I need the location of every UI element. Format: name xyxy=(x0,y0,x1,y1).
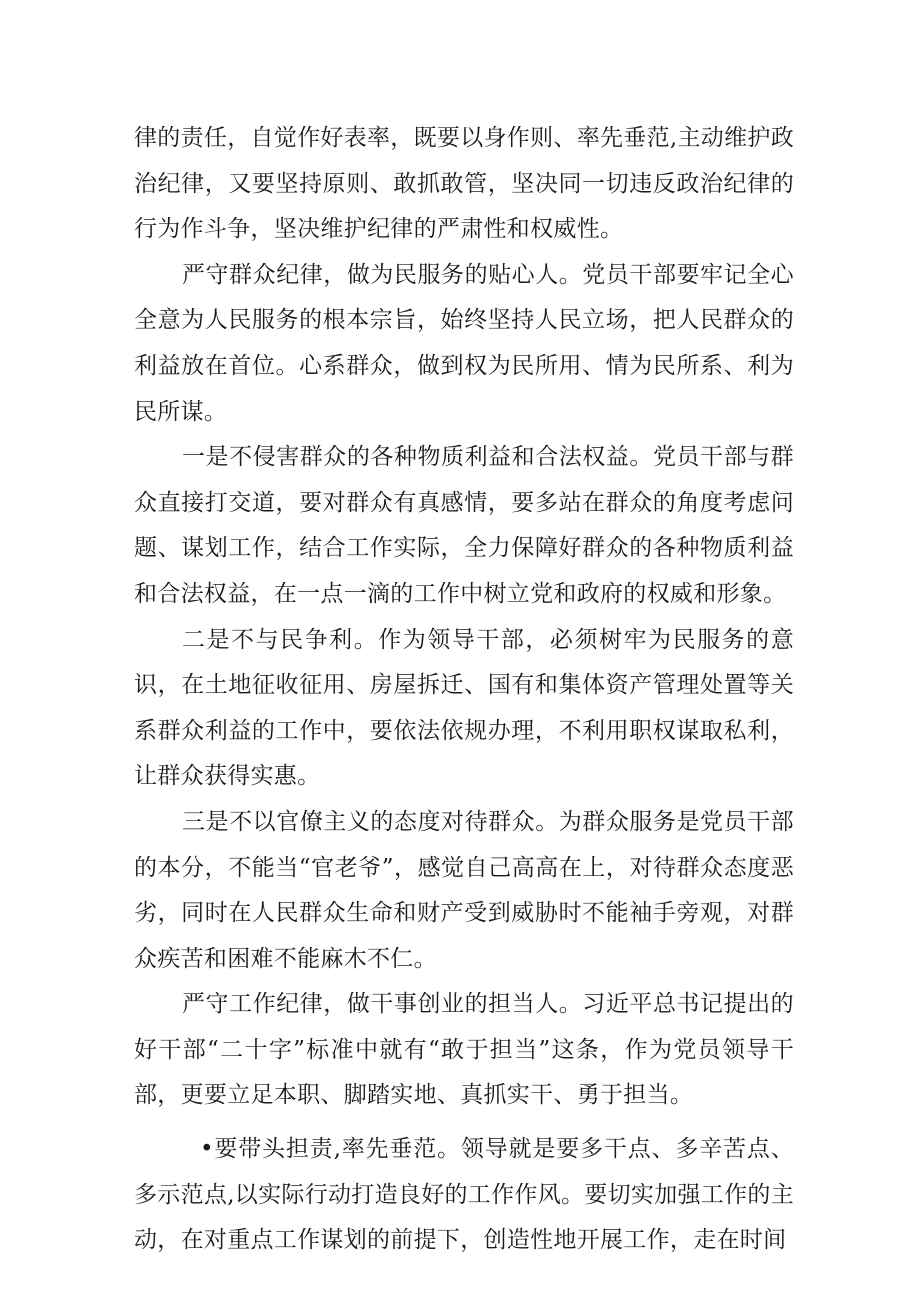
bullet-icon: • xyxy=(200,1136,214,1163)
paragraph-mass-discipline: 严守群众纪律，做为民服务的贴心人。党员干部要牢记全心全意为人民服务的根本宗旨，始终坚持人民立场，把人民群众的利益放在首位。心系群众，做到权为民所用、情为民所系、利为民所谋。 xyxy=(134,261,794,425)
paragraph-work-discipline: 严守工作纪律，做干事创业的担当人。习近平总书记提出的好干部“二十字”标准中就有“敢于担当”这条，作为党员领导干部，更要立足本职、脚踏实地、真抓实干、勇于担当。 xyxy=(134,991,794,1109)
document-body xyxy=(134,116,794,1264)
paragraph-point-three: 三是不以官僚主义的态度对待群众。为群众服务是党员干部的本分，不能当“官老爷”，感觉自己高高在上，对待群众态度恶劣，同时在人民群众生命和财产受到威胁时不能袖手旁观，对群众疾苦和困难不能麻木不仁。 xyxy=(134,808,794,972)
bullet-paragraph-text: 要带头担责,率先垂范。领导就是要多干点、多辛苦点、多示范点,以实际行动打造良好的工作作风。要切实加强工作的主动，在对重点工作谋划的前提下，创造性地开展工作，走在时间 xyxy=(134,1136,795,1254)
bullet-paragraph xyxy=(134,1127,794,1264)
paragraph-point-two: 二是不与民争利。作为领导干部，必须树牢为民服务的意识，在土地征收征用、房屋拆迁、国有和集体资产管理处置等关系群众利益的工作中，要依法依规办理，不利用职权谋取私利，让群众获得实惠。 xyxy=(134,626,794,790)
paragraph-point-one: 一是不侵害群众的各种物质利益和合法权益。党员干部与群众直接打交道，要对群众有真感情，要多站在群众的角度考虑问题、谋划工作，结合工作实际，全力保障好群众的各种物质利益和合法权益，在一点一滴的工作中树立党和政府的权威和形象。 xyxy=(134,444,794,607)
paragraph-political-discipline-continued: 律的责任，自觉作好表率，既要以身作则、率先垂范,主动维护政治纪律，又要坚持原则、敢抓敢管，坚决同一切违反政治纪律的行为作斗争，坚决维护纪律的严肃性和权威性。 xyxy=(134,125,795,243)
